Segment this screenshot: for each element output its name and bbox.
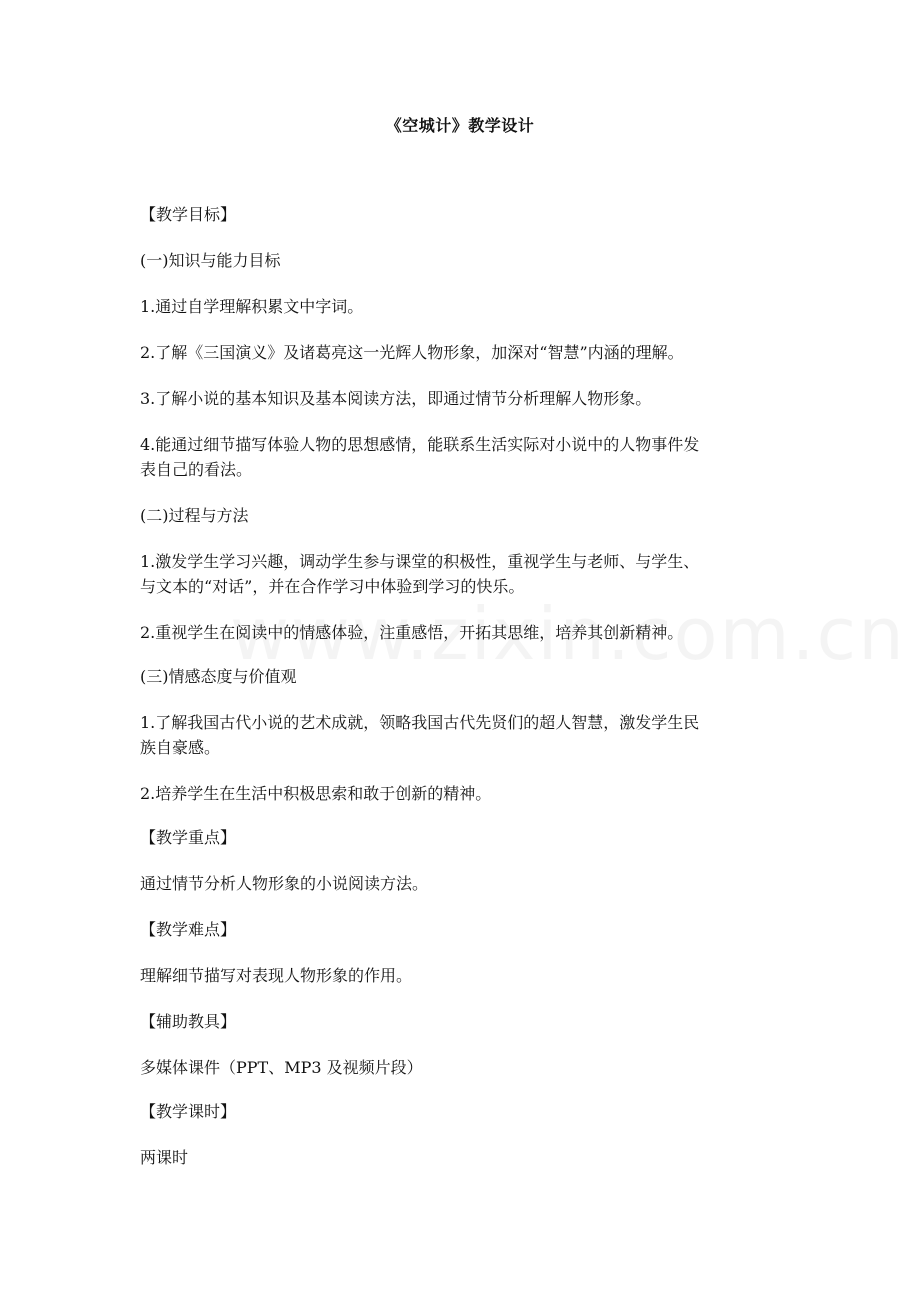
key-point-text: 通过情节分析人物形象的小说阅读方法。 (140, 874, 429, 893)
difficulty-heading: 【教学难点】 (140, 920, 237, 939)
hours-heading: 【教学课时】 (140, 1102, 237, 1121)
knowledge-item-1: 1.通过自学理解积累文中字词。 (140, 297, 364, 316)
key-point-heading: 【教学重点】 (140, 828, 237, 847)
aids-text: 多媒体课件（PPT、MP3 及视频片段） (140, 1058, 423, 1077)
process-item-1: 1.激发学生学习兴趣，调动学生参与课堂的积极性，重视学生与老师、与学生、 (140, 552, 700, 571)
emotion-item-2: 2.培养学生在生活中积极思索和敢于创新的精神。 (140, 784, 492, 803)
hours-text: 两课时 (140, 1148, 189, 1167)
document-title: 《空城计》教学设计 (385, 116, 535, 135)
emotion-item-1-cont: 族自豪感。 (140, 738, 221, 757)
knowledge-item-4: 4.能通过细节描写体验人物的思想感情，能联系生活实际对小说中的人物事件发 (140, 435, 700, 454)
knowledge-item-3: 3.了解小说的基本知识及基本阅读方法，即通过情节分析理解人物形象。 (140, 389, 652, 408)
emotion-item-1: 1.了解我国古代小说的艺术成就，领略我国古代先贤们的超人智慧，激发学生民 (140, 713, 700, 732)
aids-heading: 【辅助教具】 (140, 1012, 237, 1031)
process-item-1-cont: 与文本的“对话”，并在合作学习中体验到学习的快乐。 (140, 577, 525, 596)
emotion-heading: (三)情感态度与价值观 (140, 667, 297, 686)
knowledge-item-4-cont: 表自己的看法。 (140, 460, 253, 479)
difficulty-text: 理解细节描写对表现人物形象的作用。 (140, 966, 413, 985)
knowledge-item-2: 2.了解《三国演义》及诸葛亮这一光辉人物形象，加深对“智慧”内涵的理解。 (140, 343, 684, 362)
process-item-2: 2.重视学生在阅读中的情感体验，注重感悟，开拓其思维，培养其创新精神。 (140, 623, 684, 642)
knowledge-heading: (一)知识与能力目标 (140, 251, 281, 270)
process-heading: (二)过程与方法 (140, 506, 249, 525)
objectives-heading: 【教学目标】 (140, 205, 237, 224)
